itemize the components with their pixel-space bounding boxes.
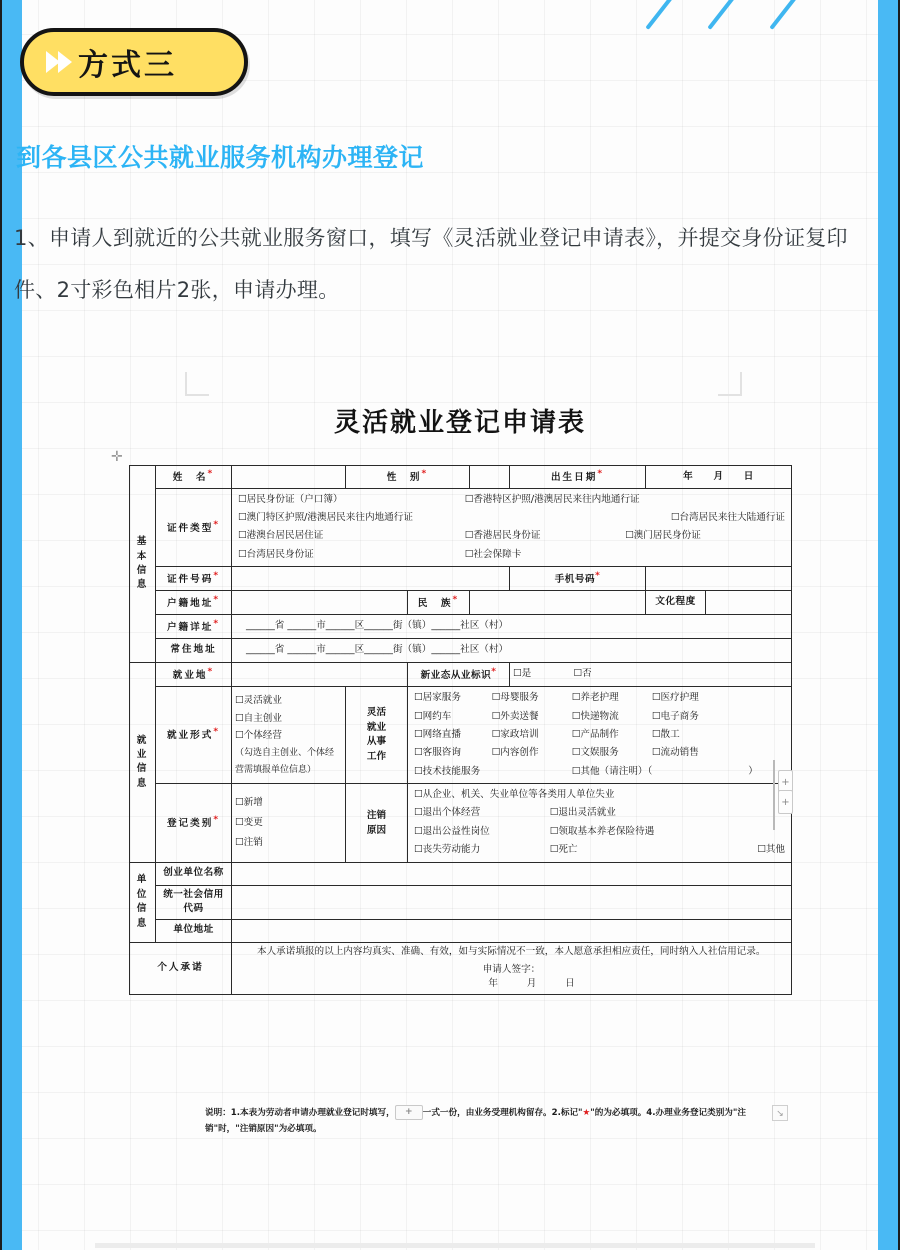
field-cert-number[interactable] — [232, 567, 510, 591]
table-row — [130, 567, 792, 591]
table-row — [130, 466, 792, 489]
label-employment-form: 就业形式* — [156, 687, 232, 784]
label-unit-name: 创业单位名称 — [156, 862, 232, 885]
field-flex-work-options[interactable]: ☐居家服务 ☐母婴服务 ☐养老护理 ☐医疗护理 ☐网约车 ☐外卖送餐 ☐快递物流 ☐电子商务 ☐网络直播 ☐家政培训 ☐产品制作 ☐散工 ☐客服咨询 ☐内容创作 ☐文娱服务 ☐流动销售 ☐技术技能服务 ☐其他（请注明）（ ） — [408, 687, 792, 784]
table-row — [130, 488, 792, 567]
table-row — [130, 639, 792, 663]
section-label-unit: 单位信息 — [130, 862, 156, 942]
badge-label: 方式三 — [78, 48, 177, 83]
field-cert-type-options[interactable]: ☐居民身份证（户口簿） ☐香港特区护照/港澳居民来往内地通行证 ☐澳门特区护照/港澳居民来往内地通行证 ☐台湾居民来往大陆通行证 ☐港澳台居民居住证 ☐香港居民身份证 ☐澳门居民身份证 ☐台湾居民身份证 ☐社会保障卡 — [232, 488, 792, 567]
form-title: 灵活就业登记申请表 — [333, 408, 586, 438]
table-row — [130, 862, 792, 885]
table-row — [130, 663, 792, 687]
label-name: 姓 名* — [156, 466, 232, 489]
table-row — [130, 942, 792, 994]
label-hukou-detail: 户籍详址* — [156, 615, 232, 639]
label-unit-code: 统一社会信用代码 — [156, 885, 232, 919]
field-gender[interactable] — [470, 466, 510, 489]
insert-column-button-top[interactable]: + — [778, 770, 793, 794]
field-unit-code[interactable] — [232, 885, 792, 919]
label-gender: 性 别* — [346, 466, 470, 489]
label-education: 文化程度 — [646, 591, 706, 615]
document-preview — [110, 360, 810, 1160]
table-row — [130, 919, 792, 942]
section-label-employment: 就业信息 — [130, 663, 156, 863]
label-unit-address: 单位地址 — [156, 919, 232, 942]
table-row — [130, 885, 792, 919]
table-move-handle-icon[interactable]: ✛ — [111, 449, 123, 465]
label-flex-work: 灵活就业从事工作 — [346, 687, 408, 784]
label-work-place: 就业地* — [156, 663, 232, 687]
field-birthdate[interactable]: 年 月 日 — [646, 466, 792, 489]
label-new-form: 新业态从业标识* — [408, 663, 510, 687]
field-unit-name[interactable] — [232, 862, 792, 885]
label-birthdate: 出生日期* — [510, 466, 646, 489]
right-blue-rail — [878, 0, 898, 1250]
table-row — [130, 615, 792, 639]
field-new-form-options[interactable]: ☐是 ☐否 — [510, 663, 792, 687]
field-hukou-detail[interactable]: ______省 ______市______区______街（镇）______社区（村） — [232, 615, 792, 639]
field-registration-type-options[interactable]: ☐新增 ☐变更 ☐注销 — [232, 784, 346, 863]
field-unit-address[interactable] — [232, 919, 792, 942]
double-chevron-right-icon — [46, 51, 70, 73]
field-current-address[interactable]: ______省 ______市______区______街（镇）______社区（村） — [232, 639, 792, 663]
insert-column-button-bottom[interactable]: + — [778, 790, 793, 814]
footnote-mid: 一式一份，由业务受理机构留存。2.标记" — [422, 1108, 583, 1118]
method-badge — [20, 28, 248, 96]
field-employment-form-options[interactable]: ☐灵活就业 ☐自主创业 ☐个体经营 （勾选自主创业、个体经营需填报单位信息） — [232, 687, 346, 784]
left-blue-rail — [2, 0, 22, 1250]
table-row — [130, 687, 792, 784]
footnote-required-star: ★ — [582, 1108, 591, 1118]
footnote-suffix: "的为必填项。4.办理业务登记类别为"注销"时，"注销原因"为必填项。 — [205, 1108, 746, 1135]
resize-handle-icon[interactable]: ↘ — [772, 1105, 788, 1121]
field-cancel-reason-options[interactable]: ☐从企业、机关、失业单位等各类用人单位失业 ☐退出个体经营 ☐退出灵活就业 ☐退出公益性岗位 ☐领取基本养老保险待遇 ☐丧失劳动能力 ☐死亡 ☐其他 — [408, 784, 792, 863]
label-personal-promise: 个人承诺 — [130, 942, 232, 994]
field-name[interactable] — [232, 466, 346, 489]
body-paragraph: 1、申请人到就近的公共就业服务窗口，填写《灵活就业登记申请表》，并提交身份证复印件、2寸彩色相片2张，申请办理。 — [14, 226, 848, 302]
label-cert-number: 证件号码* — [156, 567, 232, 591]
footnote-prefix: 说明：1.本表为劳动者申请办理就业登记时填写， — [205, 1108, 395, 1118]
form-footnote — [205, 1105, 765, 1138]
footnote-insert-button[interactable]: + — [395, 1105, 423, 1120]
section-heading: 到各县区公共就业服务机构办理登记 — [16, 143, 425, 172]
section-label-basic: 基本信息 — [130, 466, 156, 663]
table-row — [130, 784, 792, 863]
table-row — [130, 591, 792, 615]
label-cert-type: 证件类型* — [156, 488, 232, 567]
label-nation: 民 族* — [408, 591, 470, 615]
field-work-place[interactable] — [232, 663, 408, 687]
table-column-bar — [773, 760, 775, 830]
field-education[interactable] — [706, 591, 792, 615]
label-registration-type: 登记类别* — [156, 784, 232, 863]
label-current-address: 常住地址 — [156, 639, 232, 663]
flexible-employment-registration-form — [129, 465, 792, 995]
field-hukou-address[interactable] — [232, 591, 408, 615]
field-personal-promise: 本人承诺填报的以上内容均真实、准确、有效，如与实际情况不一致，本人愿意承担相应责任，同时纳入人社信用记录。 申请人签字： 年 月 日 — [232, 942, 792, 994]
field-phone[interactable] — [646, 567, 792, 591]
label-cancel-reason: 注销原因 — [346, 784, 408, 863]
label-hukou-address: 户籍地址* — [156, 591, 232, 615]
margin-mark-top-left — [185, 372, 209, 396]
field-nation[interactable] — [470, 591, 646, 615]
margin-mark-top-right — [718, 372, 742, 396]
label-phone: 手机号码* — [510, 567, 646, 591]
page-bottom-rule — [95, 1243, 815, 1248]
